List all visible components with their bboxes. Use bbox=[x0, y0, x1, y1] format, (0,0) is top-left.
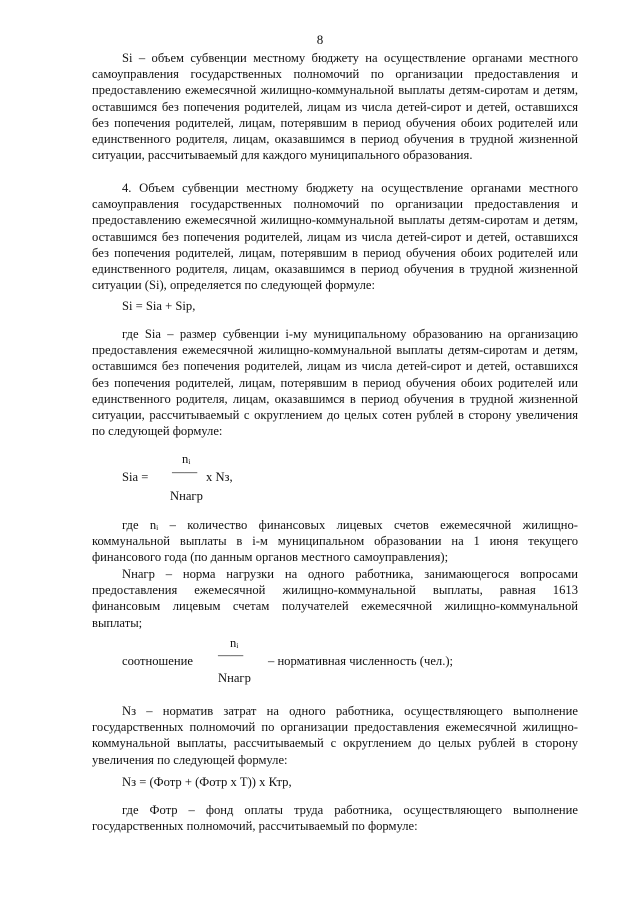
paragraph-ni-definition: где nᵢ – количество финансовых лицевых счетов ежемесячной жилищно-коммунальной выплаты в i-м муниципальном образовании на 1 июня текущего финансового года (по данным органов местного самоуправления); bbox=[92, 518, 578, 565]
formula-ratio-label: соотношение bbox=[122, 654, 193, 668]
formula-ratio-numerator: nᵢ bbox=[230, 636, 239, 650]
formula-ratio-denominator: Nнагр bbox=[218, 671, 251, 685]
formula-ratio-rhs: – нормативная численность (чел.); bbox=[268, 654, 454, 668]
formula-sia-rhs: х Nз, bbox=[206, 470, 233, 484]
page-number: 8 bbox=[316, 32, 324, 47]
paragraph-fotr-definition: где Фотр – фонд оплаты труда работника, осуществляющего выполнение государственных полномочий, рассчитываемый по формуле: bbox=[92, 803, 578, 834]
formula-sia-denominator: Nнагр bbox=[170, 489, 203, 503]
paragraph-sia-definition: где Sia – размер субвенции i-му муниципальному образованию на организацию предоставления ежемесячной жилищно-коммунальной выплаты детям-сиротам и детям, оставшимся без попечения родителей, лицам из числа детей-сирот и детей, оставшихся без попечения родителей, лицам, потерявшим в период обучения обоих родителей или единственного родителя, лицам, оказавшимся в период обучения в трудной жизненной ситуации, рассчитываемый с округлением до целых сотен рублей в сторону увеличения по следующей формуле: bbox=[92, 327, 578, 439]
formula-nz: Nз = (Фотр + (Фотр х Т)) х Ктр, bbox=[122, 775, 292, 789]
paragraph-nnagr-definition: Nнагр – норма нагрузки на одного работника, занимающегося вопросами предоставления ежемесячной жилищно-коммунальной выплаты, равная 1613 финансовым лицевым счетам получателей ежемесячной жилищно-коммунальной выплаты; bbox=[92, 567, 578, 630]
formula-ratio-bar: —— bbox=[218, 648, 244, 662]
paragraph-nz-definition: Nз – норматив затрат на одного работника, осуществляющего выполнение государственных полномочий по организации предоставления ежемесячной жилищно-коммунальной выплаты, рассчитываемый с округлением до целых рублей в сторону увеличения по следующей формуле: bbox=[92, 704, 578, 767]
paragraph-4: 4. Объем субвенции местному бюджету на осуществление органами местного самоуправления государственных полномочий по организации предоставления и предоставлению ежемесячной жилищно-коммунальной выплаты детям-сиротам и детям, оставшимся без попечения родителей, лицам из числа детей-сирот и детей, оставшихся без попечения родителей, лицам, потерявшим в период обучения обоих родителей или единственного родителя, лицам, оказавшимся в период обучения в трудной жизненной ситуации (Si), определяется по следующей формуле: bbox=[92, 181, 578, 293]
formula-sia-numerator: nᵢ bbox=[182, 452, 191, 466]
formula-sia-lhs: Sia = bbox=[122, 470, 149, 484]
formula-sia-bar: —— bbox=[172, 465, 198, 479]
formula-si: Si = Sia + Sip, bbox=[122, 299, 196, 313]
paragraph-si-definition: Si – объем субвенции местному бюджету на осуществление органами местного самоуправления государственных полномочий по организации предоставления и предоставлению ежемесячной жилищно-коммунальной выплаты детям-сиротам и детям, оставшимся без попечения родителей, лицам из числа детей-сирот и детей, оставшихся без попечения родителей, лицам, потерявшим в период обучения обоих родителей или единственного родителя, лицам, оказавшимся в период обучения в трудной жизненной ситуации, рассчитываемый для каждого муниципального образования. bbox=[92, 51, 578, 163]
